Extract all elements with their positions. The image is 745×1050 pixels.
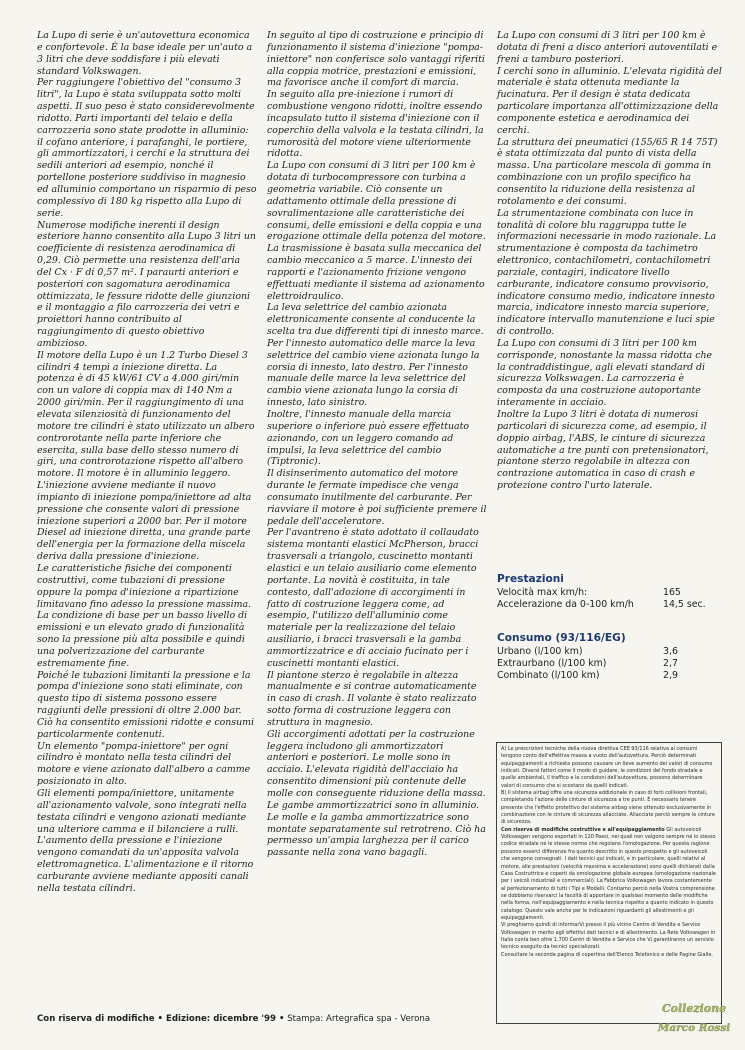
- spec-row: [497, 587, 722, 599]
- spec-value: 165: [663, 586, 681, 598]
- paragraph: La Lupo con consumi di 3 litri per 100 km corrisponde, nonostante la massa ridotta che la contraddistingue, agli elevati standard di sicurezza Volkswagen. La carrozzeria è composta da una costruzione autoportante interamente in acciaio.: [497, 337, 713, 409]
- spec-value: 2,9: [663, 669, 678, 681]
- spec-label: Urbano (l/100 km): [497, 645, 583, 657]
- note-d: Vi preghiamo quindi di informarVi presso il più vicino Centro di Vendita e Service Volkswagen in merito agli effettivi dati tecnici e di allestimento. La Rete Volkswagen in Italia conta ben oltre 1.700 Centri di Vendita e Service che Vi garantiranno un servizio tecnico eseguito da tecnici specializzati.: [501, 922, 716, 951]
- paragraph: Il motore della Lupo è un 1.2 Turbo Diesel 3 cilindri 4 tempi a iniezione diretta. La potenza è di 45 kW/61 CV a 4.000 giri/min con un valore di coppia max di 140 Nm a 2000 giri/min. Per il raggiungimento di una elevata silenziosità di funzionamento del motore tre cilindri è stato utilizzato un albero controrotante nella parte inferiore che esercita, sulla base dello stesso numero di giri, una controrotazione rispetto all'albero motore. Il motore è in alluminio leggero. L'iniezione avviene mediante il nuovo impianto di iniezione pompa/iniettore ad alta pressione che consente valori di pressione iniezione superiori a 2000 bar. Per il motore Diesel ad iniezione diretta, una grande parte dell'energia per la formazione della miscela deriva dalla pressione d'iniezione.: [37, 349, 255, 563]
- paragraph: La strumentazione combinata con luce in tonalità di colore blu raggruppa tutte le informazioni necessarie in modo razionale. La strumentazione è composta da tachimetro elettronico, contachilometri, contachilometri parziale, contagiri, indicatore livello carburante, indicatore consumo provvisorio, indicatore consumo medio, indicatore innesto marcia, indicatore innesto marcia superiore, indicatore intervallo manutenzione e luci spie di controllo.: [497, 207, 717, 338]
- text-column-middle: [267, 30, 487, 859]
- note-c: [501, 827, 717, 922]
- paragraph: Numerose modifiche inerenti il design esteriore hanno consentito alla Lupo 3 litri un coefficiente di resistenza aerodinamica di 0,29. Ciò permette una resistenza dell'aria del Cx · F di 0,57 m². I paraurti anteriori e posteriori con sagomatura aerodinamica ottimizzata, le fessure ridotte delle giunzioni e il montaggio a filo carrozzeria dei vetri e proiettori hanno contribuito al raggiungimento di questo obiettivo ambizioso.: [37, 219, 256, 349]
- paragraph: La Lupo di serie è un'autovettura economica e confortevole. È la base ideale per un'auto a 3 litri che deve soddisfare i più elevati standard Volkswagen.: [37, 30, 253, 77]
- paragraph: In seguito al tipo di costruzione e principio di funzionamento il sistema d'iniezione "pompa-iniettore" non conferisce solo vantaggi riferiti alla coppia motrice, prestazioni e emissioni, ma favorisce anche il comfort di marcia.: [267, 30, 485, 89]
- note-b: B) Il sistema airbag offre una sicurezza addizionale in caso di forti collisioni frontali, completando l'azione delle cinture di sicurezza a tre punti. È necessario tenere presente che l'effetto protettivo del sistema airbag viene ottenuto esclusivamente in combinazione con le cinture di sicurezza allacciate. Allacciate perciò sempre le cinture di sicurezza.: [501, 790, 716, 826]
- paragraph: Per l'avantreno è stato adottato il collaudato sistema montanti elastici McPherson, bracci trasversali a triangolo, cuscinetto montanti elastici e un telaio ausiliario come elemento portante. La novità è costituita, in tale contesto, dall'adozione di accorgimenti in fatto di costruzione leggera come, ad esempio, l'utilizzo dell'alluminio come materiale per la realizzazione del telaio ausiliario, i bracci trasversali e la gamba ammortizzatrice e di acciaio fucinato per i cuscinetti montanti elastici.: [267, 527, 479, 669]
- performance-title: Prestazioni: [497, 573, 564, 585]
- paragraph: Un elemento "pompa-iniettore" per ogni cilindro è montato nella testa cilindri del motore e viene azionato dall'albero a camme posizionato in alto.: [37, 740, 251, 788]
- watermark-line-2: Marco Rossi: [657, 1022, 731, 1034]
- spec-row: [497, 670, 722, 682]
- note-c-heading: Con riserva di modifiche costruttive e all'equipaggiamento: [501, 826, 665, 833]
- paragraph: La Lupo con consumi di 3 litri per 100 km è dotata di freni a disco anteriori autoventilati e freni a tamburo posteriori.: [497, 30, 718, 65]
- performance-table: [497, 574, 722, 611]
- collection-watermark: [655, 998, 733, 1038]
- spec-row: [497, 646, 722, 658]
- spec-value: 14,5 sec.: [663, 598, 706, 610]
- paragraph: I cerchi sono in alluminio. L'elevata rigidità del materiale è stata ottenuta mediante la fucinatura. Per il design è stata dedicata particolare importanza all'ottimizzazione della componente estetica e aerodinamica dei cerchi.: [497, 65, 722, 136]
- paragraph: La condizione di base per un basso livello di emissioni e un elevato grado di funzionalità sono la pressione più alta possibile e quindi una polverizzazione del carburante estremamente fine.: [37, 610, 248, 669]
- note-e: Consultare la seconda pagina di copertina dell'Elenco Telefonico e delle Pagine Gialle.: [501, 951, 713, 958]
- footer-printer: Stampa: Artegrafica spa - Verona: [284, 1014, 431, 1024]
- consumption-table: [497, 633, 722, 682]
- spec-label: Combinato (l/100 km): [497, 669, 600, 681]
- footer-edition: Con riserva di modifiche • Edizione: dicembre '99 •: [37, 1014, 285, 1024]
- spec-label: Extraurbano (l/100 km): [497, 657, 607, 669]
- paragraph: Le caratteristiche fisiche dei componenti costruttivi, come tubazioni di pressione oppure la pompa d'iniezione a ripartizione limitavano fino adesso la pressione massima.: [37, 562, 252, 610]
- paragraph: Per raggiungere l'obiettivo del "consumo 3 litri", la Lupo è stata sviluppata sotto molti aspetti. Il suo peso è stato considerevolmente ridotto. Parti importanti del telaio e della carrozzeria sono state prodotte in alluminio: il cofano anteriore, i parafanghi, le portiere, gli ammortizzatori, i cerchi e la struttura dei sedili anteriori ad esempio, nonché il portellone posteriore suddiviso in magnesio ed alluminio comportano un risparmio di peso complessivo di 180 kg rispetto alla Lupo di serie.: [37, 77, 257, 219]
- spec-value: 3,6: [663, 645, 678, 657]
- consumption-title: Consumo (93/116/EG): [497, 632, 626, 644]
- note-a: A) Le prescrizioni tecniche della nuova direttiva CEE 93/116 relativa ai consumi tengono conto dell'effettiva massa a vuoto dell'autovettura. Perciò determinati equipaggiamenti a richiesta possono causare un lieve aumento dei valori di consumo indicati. Diversi fattori come il modo di guidare, le condizioni del fondo stradale e quelle ambientali, il traffico e le condizioni dell'autovettura, possono determinare valori di consumo che si scostano da quelli indicati.: [501, 746, 713, 789]
- paragraph: Gli elementi pompa/iniettore, unitamente all'azionamento valvole, sono integrati nella testata cilindri e vengono azionati mediante una ulteriore camma e il bilanciere a rulli. L'aumento della pressione e l'iniezione vengono comandati da un'apposita valvola elettromagnetica. L'alimentazione e il ritorno carburante avviene mediante appositi canali nella testata cilindri.: [37, 788, 254, 894]
- spec-label: Velocità max km/h:: [497, 586, 588, 598]
- text-column-right: [497, 30, 722, 492]
- paragraph: Il piantone sterzo è regolabile in altezza manualmente e si contrae automaticamente in caso di crash. Il volante è stato realizzato sotto forma di costruzione leggera con struttura in magnesio.: [267, 669, 477, 728]
- spec-label: Accelerazione da 0-100 km/h: [497, 598, 634, 610]
- paragraph: In seguito alla pre-iniezione i rumori di combustione vengono ridotti, inoltre essendo incapsulato tutto il sistema d'iniezione con il coperchio della valvola e la testata cilindri, la rumorosità del motore viene ulteriormente ridotta.: [267, 89, 484, 160]
- footer-imprint: [37, 1014, 430, 1024]
- paragraph: La leva selettrice del cambio azionata elettronicamente consente al conducente la scelta tra due differenti tipi di innesto marce. Per l'innesto automatico delle marce la leva selettrice del cambio viene azionata lungo la corsia di innesto, lato destro. Per l'innesto manuale delle marce la leva selettrice del cambio viene azionata lungo la corsia di innesto, lato sinistro.: [267, 302, 484, 409]
- paragraph: Poiché le tubazioni limitanti la pressione e la pompa d'iniezione sono stati eliminate, con questo tipo di sistema possono essere raggiunti delle pressioni di oltre 2.000 bar. Ciò ha consentito emissioni ridotte e consumi particolarmente contenuti.: [37, 669, 254, 740]
- paragraph: Gli accorgimenti adottati per la costruzione leggera includono gli ammortizzatori anteriori e posteriori. Le molle sono in acciaio. L'elevata rigidità dell'acciaio ha consentito dimensioni più contenute delle molle con conseguente riduzione della massa. Le gambe ammortizzatrici sono in alluminio. Le molle e la gamba ammortizzatrice sono montate separatamente sul retrotreno. Ciò ha permesso un'ampia larghezza per il carico passante nella zona vano bagagli.: [267, 728, 486, 859]
- paragraph: Inoltre la Lupo 3 litri è dotata di numerosi particolari di sicurezza come, ad esempio, il doppio airbag, l'ABS, le cinture di sicurezza automatiche a tre punti con pretensionatori, piantone sterzo regolabile in altezza con contrazione automatica in caso di crash e protezione contro l'urto laterale.: [497, 409, 709, 492]
- paragraph: La Lupo con consumi di 3 litri per 100 km è dotata di turbocompressore con turbina a geometria variabile. Ciò consente un adattamento ottimale della pressione di sovralimentazione alle caratteristiche dei consumi, delle emissioni e della coppia e una erogazione ottimale della potenza del motore.: [267, 160, 486, 243]
- paragraph: La struttura dei pneumatici (155/65 R 14 75T) è stata ottimizzata dal punto di vista della massa. Una particolare mescola di gomma in combinazione con un profilo specifico ha consentito la riduzione della resistenza al rotolamento e dei consumi.: [497, 136, 718, 207]
- text-column-left: [37, 30, 257, 895]
- legal-notes-box: [496, 742, 722, 1024]
- paragraph: La trasmissione è basata sulla meccanica del cambio meccanico a 5 marce. L'innesto dei rapporti e l'azionamento frizione vengono effettuati mediante il sistema ad azionamento elettroidraulico.: [267, 243, 485, 302]
- spec-row: [497, 599, 722, 611]
- paragraph: Il disinserimento automatico del motore durante le fermate impedisce che venga consumato inutilmente del carburante. Per riavviare il motore è poi sufficiente premere il pedale dell'acceleratore.: [267, 468, 487, 527]
- note-c-text: Gli autoveicoli Volkswagen vengono esportati in 120 Paesi, nei quali non valgono sempre né lo stesso codice stradale né le stesse norme che regolano l'omologazione. Per questa ragione possono esserci differenze fra quanto descritto in questo prospetto e gli autoveicoli che vengono consegnati. I dati tecnici qui indicati, e in particolare, quelli relativi al motore, alle prestazioni (velocità massima e accelerazione) sono quelli dichiarati dalla Casa Costruttrice e coperti da omologazione globale europea (omologazione nazionale per i veicoli industriali e commerciali). La Fabbrica Volkswagen lavora costantemente al perfezionamento di tutti i Tipi e Modelli. Contiamo perciò nella Vostra comprensione se dobbiamo riservarci la facoltà di apportare in qualsiasi momento delle modifiche nella forma, nell'equipaggiamento e nella tecnica rispetto a quanto indicato in questo catalogo. Questo vale anche per le indicazioni riguardanti gli allestimenti e gli equipaggiamenti.: [501, 826, 716, 921]
- spec-value: 2,7: [663, 657, 678, 669]
- watermark-line-1: Collezione: [661, 1002, 727, 1015]
- paragraph: Inoltre, l'innesto manuale della marcia superiore o inferiore può essere effettuato azionando, con un leggero comando ad impulsi, la leva selettrice del cambio (Tiptronic).: [267, 409, 470, 468]
- spec-row: [497, 658, 722, 670]
